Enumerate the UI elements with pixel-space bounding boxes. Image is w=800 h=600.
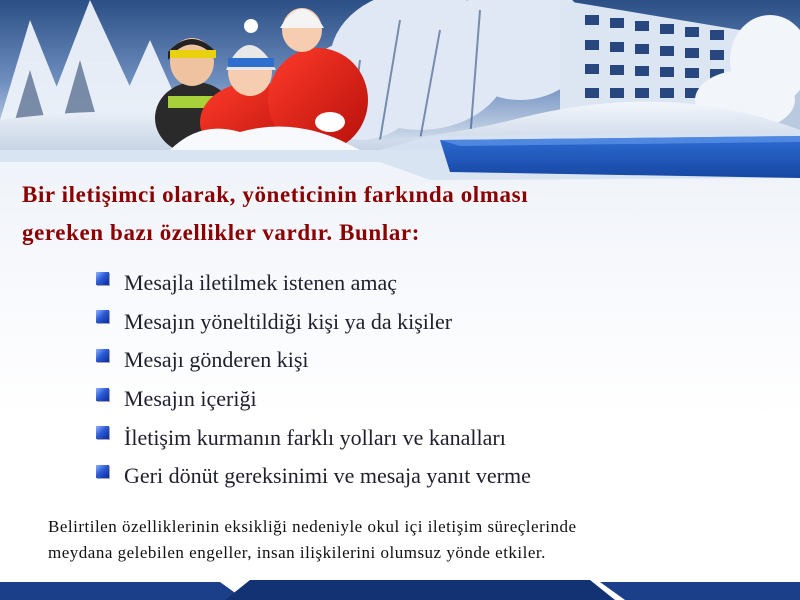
list-item xyxy=(96,264,531,303)
square-bullet-icon xyxy=(96,426,109,439)
bullet-list xyxy=(96,264,531,496)
list-item xyxy=(96,380,531,419)
note-line: meydana gelebilen engeller, insan ilişkilerini olumsuz yönde etkiler. xyxy=(48,543,546,562)
note-line: Belirtilen özelliklerinin eksikliği nedeniyle okul içi iletişim süreçlerinde xyxy=(48,517,577,536)
slide-title xyxy=(22,176,722,252)
footer-band xyxy=(0,578,800,600)
square-bullet-icon xyxy=(96,465,109,478)
bullet-text: Geri dönüt gereksinimi ve mesaja yanıt verme xyxy=(124,463,531,489)
bullet-text: Mesajı gönderen kişi xyxy=(124,347,309,373)
bullet-text: Mesajın içeriği xyxy=(124,386,257,412)
list-item xyxy=(96,341,531,380)
footnote-paragraph xyxy=(48,514,748,566)
list-item xyxy=(96,418,531,457)
bullet-text: Mesajla iletilmek istenen amaç xyxy=(124,270,398,296)
square-bullet-icon xyxy=(96,310,109,323)
square-bullet-icon xyxy=(96,272,109,285)
list-item xyxy=(96,303,531,342)
list-item xyxy=(96,457,531,496)
bullet-text: İletişim kurmanın farklı yolları ve kanalları xyxy=(124,424,506,450)
bullet-text: Mesajın yöneltildiği kişi ya da kişiler xyxy=(124,308,453,334)
square-bullet-icon xyxy=(96,349,109,362)
square-bullet-icon xyxy=(96,388,109,401)
title-line: gereken bazı özellikler vardır. Bunlar: xyxy=(22,220,420,245)
title-line: Bir iletişimci olarak, yöneticinin farkında olması xyxy=(22,182,529,207)
